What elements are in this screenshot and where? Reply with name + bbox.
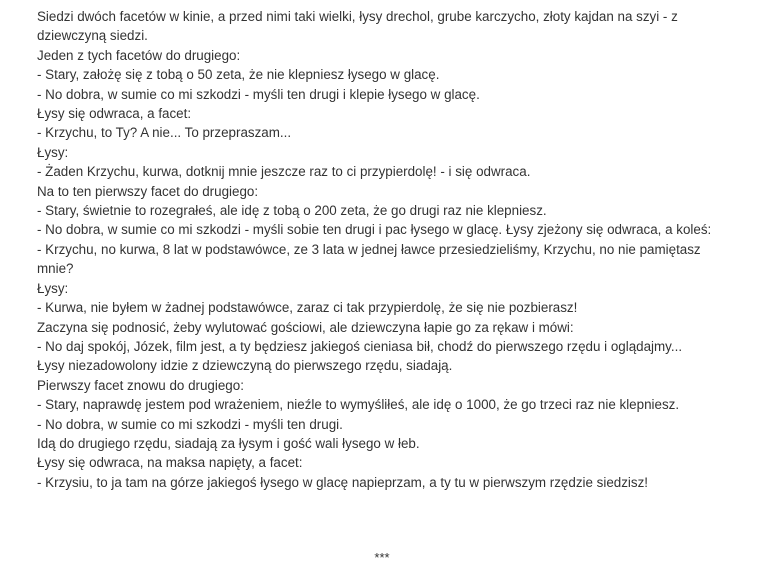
text-line: - Krzysiu, to ja tam na górze jakiegoś łysego w glacę napieprzam, a ty tu w pierwszym rzędzie siedzisz! [37,474,649,490]
text-line: - No dobra, w sumie co mi szkodzi - myśli ten drugi. [37,416,343,432]
text-line: - No dobra, w sumie co mi szkodzi - myśli sobie ten drugi i pac łysego w glacę. Łysy zjeżony się odwraca, a koleś: [37,222,712,238]
text-line: - Kurwa, nie byłem w żadnej podstawówce, zaraz ci tak przypierdolę, że się nie pozbierasz! [37,300,578,316]
text-line: Jeden z tych facetów do drugiego: [37,47,241,63]
text-line: Łysy: [37,280,69,296]
text-line: - Żaden Krzychu, kurwa, dotknij mnie jeszcze raz to ci przypierdolę! - i się odwraca. [37,164,531,180]
text-line: Łysy się odwraca, a facet: [37,106,192,122]
text-line: Na to ten pierwszy facet do drugiego: [37,183,259,199]
text-line: Łysy się odwraca, na maksa napięty, a facet: [37,455,303,471]
text-line: - Stary, założę się z tobą o 50 zeta, że nie klepniesz łysego w glacę. [37,67,440,83]
text-line: Siedzi dwóch facetów w kinie, a przed nimi taki wielki, łysy drechol, grube karczycho, złoty kajdan na szyi - z dziewczyną siedzi. [37,9,678,44]
text-line: - No daj spokój, Józek, film jest, a ty będziesz jakiegoś cieniasa bił, chodź do pierwszego rzędu i oglądajmy... [37,338,683,354]
text-line: - No dobra, w sumie co mi szkodzi - myśli ten drugi i klepie łysego w glacę. [37,86,480,102]
text-line: Idą do drugiego rzędu, siadają za łysym i gość wali łysego w łeb. [37,435,420,451]
joke-text [37,7,737,492]
text-line: - Stary, świetnie to rozegrałeś, ale idę z tobą o 200 zeta, że go drugi raz nie klepniesz. [37,203,547,219]
text-line: Łysy niezadowolony idzie z dziewczyną do pierwszego rzędu, siadają. [37,358,453,374]
text-line: Pierwszy facet znowu do drugiego: [37,377,244,393]
text-line: - Krzychu, to Ty? A nie... To przepraszam... [37,125,292,141]
section-separator: *** [374,550,390,565]
text-line: Łysy: [37,144,69,160]
text-line: - Stary, naprawdę jestem pod wrażeniem, nieźle to wymyśliłeś, ale idę o 1000, że go trzeci raz nie klepniesz. [37,397,680,413]
text-line: - Krzychu, no kurwa, 8 lat w podstawówce, ze 3 lata w jednej ławce przesiedzieliśmy, Krzychu, no nie pamiętasz mnie? [37,241,701,277]
text-line: Zaczyna się podnosić, żeby wylutować gościowi, ale dziewczyna łapie go za rękaw i mówi: [37,319,574,335]
